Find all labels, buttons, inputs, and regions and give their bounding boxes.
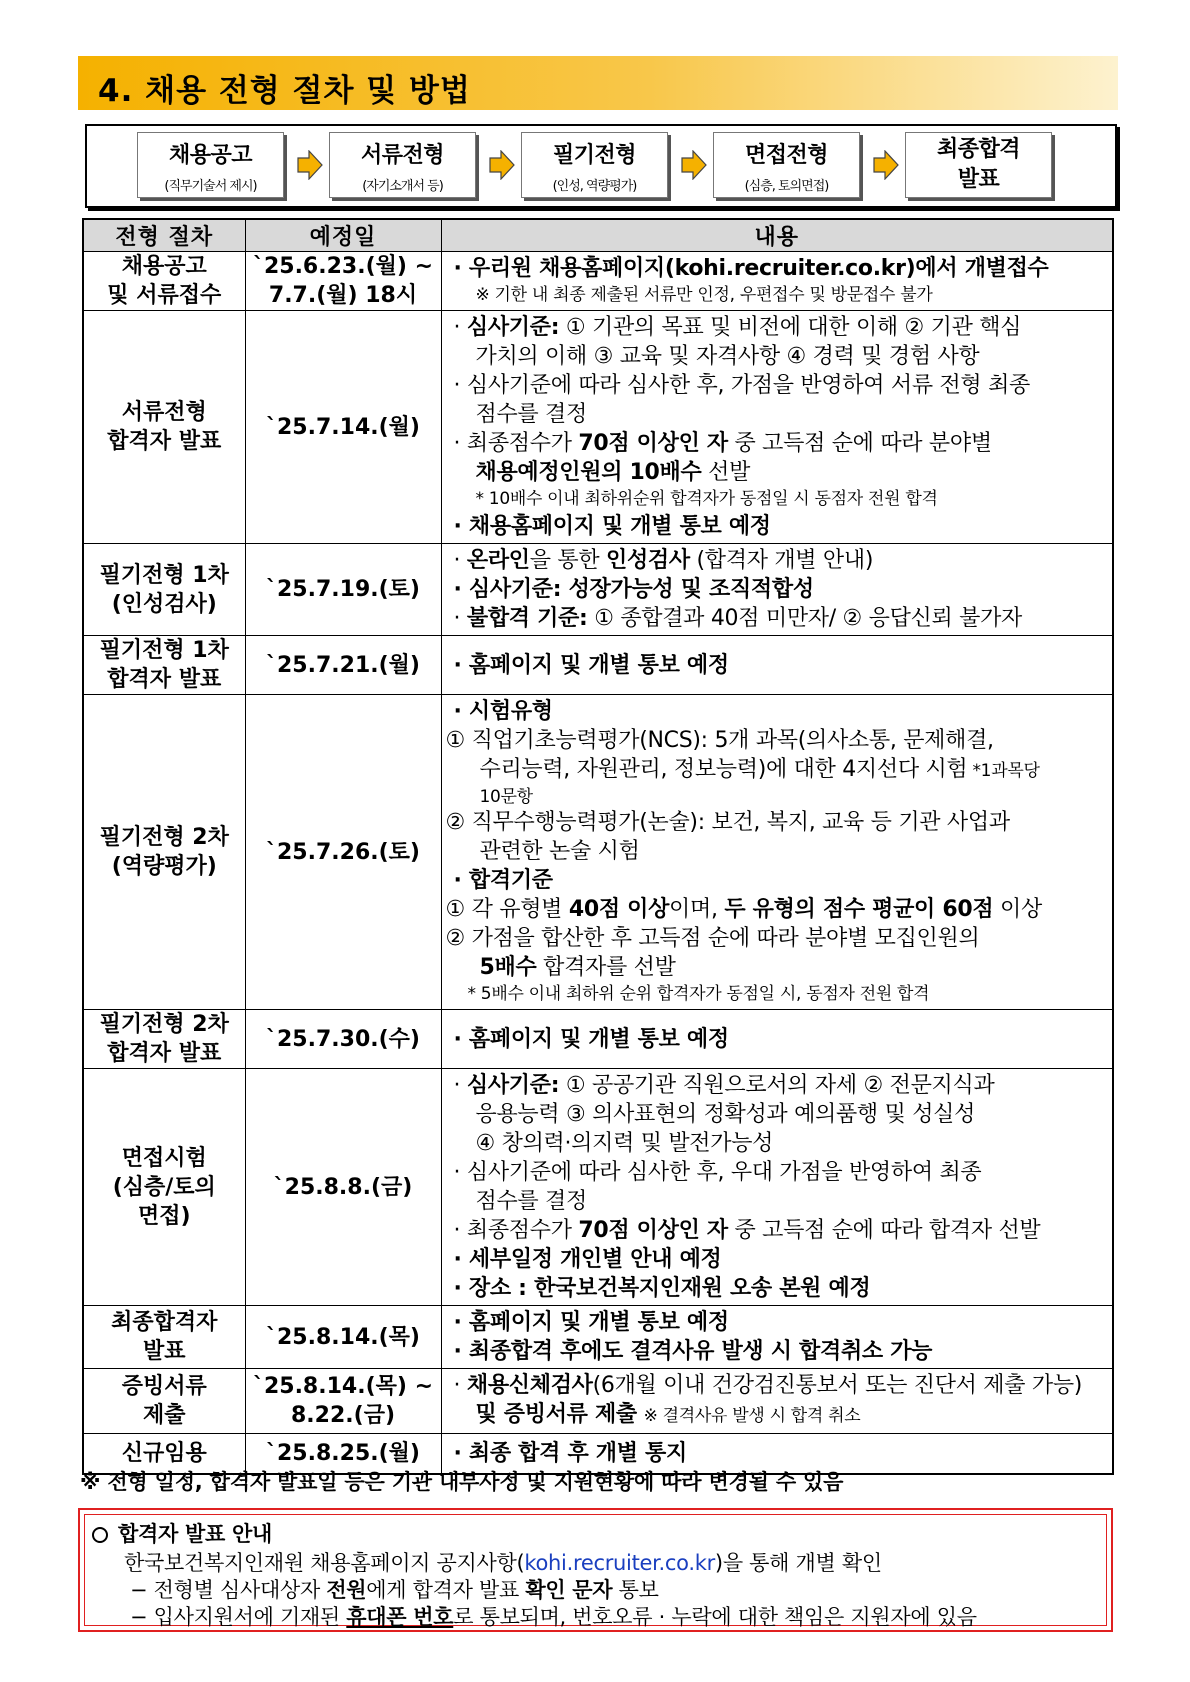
date-line: `25.8.8.(금) xyxy=(273,1174,413,1200)
stage-cell xyxy=(83,695,245,1010)
flow-step-announcement xyxy=(137,132,284,198)
announcement-notice-box xyxy=(78,1508,1113,1632)
content-line xyxy=(454,1400,1109,1431)
flow-step-written xyxy=(521,132,668,198)
notice-line-3 xyxy=(130,1601,977,1631)
text: 이상 xyxy=(993,897,1042,922)
flow-step-label: 채용공고 xyxy=(168,143,252,168)
bold-text: 휴대폰 번호 xyxy=(346,1605,454,1629)
header-content: 내용 xyxy=(441,219,1113,252)
content-note: * 5배수 이내 최하위 순위 합격자가 동점일 시, 동점자 전원 합격 xyxy=(467,984,930,1004)
table-row xyxy=(83,252,1113,311)
bold-text: 70점 이상인 자 xyxy=(578,431,728,456)
content-line: · 최종합격 후에도 결격사유 발생 시 합격취소 가능 xyxy=(453,1339,933,1364)
content-cell xyxy=(441,1069,1113,1306)
date-line: 7.7.(월) 18시 xyxy=(268,283,418,308)
date-line: `25.8.14.(목) xyxy=(266,1324,420,1350)
stage-cell xyxy=(83,252,245,311)
bold-text: 채용신체검사 xyxy=(466,1373,593,1398)
content-cell xyxy=(441,544,1113,636)
bold-text: 70점 이상인 자 xyxy=(578,1218,728,1243)
stage-line: 필기전형 1차 xyxy=(99,562,229,588)
bold-text: 채용예정인원의 10배수 xyxy=(475,460,702,485)
content-cell xyxy=(441,636,1113,695)
header-stage: 전형 절차 xyxy=(83,219,245,252)
arrow-right-icon xyxy=(489,150,515,180)
date-line: `25.7.14.(월) xyxy=(266,414,420,440)
arrow-right-icon xyxy=(681,150,707,180)
bold-text: 불합격 기준: xyxy=(466,606,588,631)
text: · 최종점수가 xyxy=(453,1218,579,1243)
schedule-change-note: ※ 전형 일정, 합격자 발표일 등은 기관 내부사정 및 지원현황에 따라 변경될 수 있음 xyxy=(80,1470,844,1494)
content-line: 응용능력 ③ 의사표현의 정확성과 예의품행 및 성실성 xyxy=(475,1102,976,1127)
content-cell xyxy=(441,311,1113,544)
content-line xyxy=(454,458,1109,487)
content-line: · 심사기준: 성장가능성 및 조직적합성 xyxy=(453,577,814,602)
stage-cell xyxy=(83,1369,245,1434)
content-line: ④ 창의력·의지력 및 발전가능성 xyxy=(475,1131,774,1156)
text: 수리능력, 자원관리, 정보능력)에 대한 4지선다 시험 xyxy=(479,757,968,782)
stage-line: 및 서류접수 xyxy=(107,283,222,308)
arrow-right-icon xyxy=(873,150,899,180)
bold-text: 확인 문자 xyxy=(525,1578,613,1602)
text: ① 공공기관 직원으로서의 자세 ② 전문지식과 xyxy=(559,1073,995,1098)
content-line: · 홈페이지 및 개별 통보 예정 xyxy=(453,652,729,678)
stage-line: 최종합격자 xyxy=(111,1310,218,1335)
flow-step-label-line: 최종합격 xyxy=(936,137,1020,162)
content-line: · 심사기준: ① 기관의 목표 및 비전에 대한 이해 ② 기관 핵심 xyxy=(453,315,1022,340)
notice-line-1 xyxy=(124,1547,882,1577)
date-cell xyxy=(245,1069,441,1306)
content-line: ② 직무수행능력평가(논술): 보건, 복지, 교육 등 기관 사업과 xyxy=(445,810,1010,835)
content-line: · 홈페이지 및 개별 통보 예정 xyxy=(453,1310,729,1335)
stage-line: (심층/토의 xyxy=(112,1174,216,1200)
content-line xyxy=(446,895,1109,924)
notice-title-line xyxy=(92,1518,272,1548)
bold-text: 심사기준: xyxy=(466,315,560,340)
content-line: 점수를 결정 xyxy=(475,1189,587,1214)
date-line: `25.7.19.(토) xyxy=(266,577,420,602)
content-line: 관련한 논술 시험 xyxy=(479,839,640,864)
table-row xyxy=(83,1069,1113,1306)
text: 중 고득점 순에 따라 분야별 xyxy=(727,431,992,456)
text: 에게 합격자 발표 xyxy=(366,1578,526,1602)
recruit-site-link[interactable]: kohi.recruiter.co.kr xyxy=(524,1551,715,1575)
bold-text: 5배수 xyxy=(479,955,537,980)
text: )을 통해 개별 확인 xyxy=(714,1551,882,1575)
date-cell xyxy=(245,311,441,544)
stage-line: 신규임용 xyxy=(121,1440,207,1466)
content-line: · 심사기준: ① 공공기관 직원으로서의 자세 ② 전문지식과 xyxy=(453,1073,995,1098)
process-flow xyxy=(85,124,1117,208)
stage-line: 발표 xyxy=(142,1339,186,1364)
stage-line: 필기전형 1차 xyxy=(99,638,229,663)
bold-text: 온라인 xyxy=(466,548,530,573)
flow-step-sub: (자기소개서 등) xyxy=(362,179,443,194)
table-row xyxy=(83,636,1113,695)
flow-step-sub: (심층, 토의면접) xyxy=(744,179,829,194)
text: − 입사지원서에 기재된 xyxy=(130,1605,347,1629)
date-line: `25.7.26.(토) xyxy=(266,839,420,865)
stage-cell xyxy=(83,636,245,695)
content-note: ※ 기한 내 최종 제출된 서류만 인정, 우편접수 및 방문접수 불가 xyxy=(475,285,933,305)
flow-step-interview xyxy=(713,132,860,198)
content-line: 점수를 결정 xyxy=(475,402,587,427)
text: (6개월 이내 건강검진통보서 또는 진단서 제출 가능) xyxy=(592,1373,1083,1398)
date-line: `25.7.21.(월) xyxy=(266,652,420,678)
content-cell xyxy=(441,1010,1113,1069)
date-cell xyxy=(245,1010,441,1069)
stage-line: 합격자 발표 xyxy=(107,1041,222,1066)
content-line: · 온라인을 통한 인성검사 (합격자 개별 안내) xyxy=(453,548,874,573)
text: 이며, xyxy=(669,897,725,922)
content-line: 10문항 xyxy=(479,787,533,807)
table-row xyxy=(83,695,1113,1010)
content-line: · 합격기준 xyxy=(453,868,553,893)
small-text: ※ 결격사유 발생 시 합격 취소 xyxy=(643,1406,861,1426)
date-line: `25.8.25.(월) xyxy=(266,1440,420,1466)
text: − 전형별 심사대상자 xyxy=(130,1578,327,1602)
date-line: `25.7.30.(수) xyxy=(266,1026,420,1052)
date-cell xyxy=(245,252,441,311)
content-line xyxy=(446,953,1109,982)
header-date: 예정일 xyxy=(245,219,441,252)
stage-line: 제출 xyxy=(142,1403,186,1428)
table-row xyxy=(83,311,1113,544)
date-cell xyxy=(245,544,441,636)
table-row xyxy=(83,1369,1113,1434)
date-line: `25.8.14.(목) ~ xyxy=(252,1374,434,1399)
flow-step-label: 필기전형 xyxy=(552,143,636,168)
content-line: · 불합격 기준: ① 종합결과 40점 미만자/ ② 응답신뢰 불가자 xyxy=(453,606,1023,631)
flow-step-label xyxy=(906,135,1051,195)
stage-cell xyxy=(83,1069,245,1306)
bold-text: 전원 xyxy=(326,1578,367,1602)
stage-line: 증빙서류 xyxy=(121,1374,207,1399)
text: (합격자 개별 안내) xyxy=(689,548,874,573)
bold-text: 및 증빙서류 제출 xyxy=(475,1402,637,1427)
section-title-bar xyxy=(78,56,1118,110)
content-line: · 최종 합격 후 개별 통지 xyxy=(453,1440,687,1466)
content-line xyxy=(454,1216,1109,1245)
content-cell xyxy=(441,252,1113,311)
content-line xyxy=(446,755,1109,786)
content-line: ① 직업기초능력평가(NCS): 5개 과목(의사소통, 문제해결, xyxy=(445,728,994,753)
stage-line: 면접시험 xyxy=(121,1145,207,1171)
date-line: 8.22.(금) xyxy=(291,1403,395,1428)
table-row xyxy=(83,1306,1113,1369)
content-note: * 10배수 이내 최하위순위 합격자가 동점일 시 동점자 전원 합격 xyxy=(475,489,938,509)
flow-step-sub: (인성, 역량평가) xyxy=(552,179,637,194)
bold-text: 심사기준: xyxy=(466,1073,560,1098)
content-line: · 채용홈페이지 및 개별 통보 예정 xyxy=(453,514,771,539)
table-header-row xyxy=(83,219,1113,252)
text: 선발 xyxy=(701,460,751,485)
content-line: · 심사기준에 따라 심사한 후, 가점을 반영하여 서류 전형 최종 xyxy=(453,373,1030,398)
stage-line: (역량평가) xyxy=(111,854,217,879)
flow-step-final xyxy=(905,132,1052,198)
date-cell xyxy=(245,1369,441,1434)
circle-bullet-icon xyxy=(92,1527,108,1543)
stage-line: 면접) xyxy=(137,1203,191,1229)
flow-step-label: 면접전형 xyxy=(744,143,828,168)
text: 합격자를 선발 xyxy=(536,955,676,980)
date-cell xyxy=(245,636,441,695)
stage-cell xyxy=(83,544,245,636)
content-line: · 시험유형 xyxy=(453,699,553,724)
content-line: 가치의 이해 ③ 교육 및 자격사항 ④ 경력 및 경험 사항 xyxy=(475,344,980,369)
notice-line-2 xyxy=(130,1574,659,1604)
content-line xyxy=(454,429,1109,458)
content-line: · 심사기준에 따라 심사한 후, 우대 가점을 반영하여 최종 xyxy=(453,1160,982,1185)
date-cell xyxy=(245,695,441,1010)
text: ① 종합결과 40점 미만자/ ② 응답신뢰 불가자 xyxy=(587,606,1023,631)
stage-cell xyxy=(83,311,245,544)
stage-line: 필기전형 2차 xyxy=(99,1012,229,1037)
text: · 최종점수가 xyxy=(453,431,579,456)
content-cell xyxy=(441,1306,1113,1369)
stage-line: 합격자 발표 xyxy=(107,667,222,692)
stage-line: 합격자 발표 xyxy=(107,429,222,454)
stage-cell xyxy=(83,1306,245,1369)
text: 통보 xyxy=(612,1578,659,1602)
text: 을 통한 xyxy=(529,548,606,573)
small-text: *1과목당 xyxy=(967,761,1040,781)
content-line: ② 가점을 합산한 후 고득점 순에 따라 분야별 모집인원의 xyxy=(445,926,980,951)
content-line: · 우리원 채용홈페이지(kohi.recruiter.co.kr)에서 개별접수 xyxy=(453,256,1049,281)
text: ① 기관의 목표 및 비전에 대한 이해 ② 기관 핵심 xyxy=(559,315,1022,340)
table-row xyxy=(83,1010,1113,1069)
flow-step-label-line: 발표 xyxy=(957,167,1000,192)
bold-text: 인성검사 xyxy=(606,548,690,573)
content-line: · 홈페이지 및 개별 통보 예정 xyxy=(453,1026,729,1052)
content-line: · 채용신체검사(6개월 이내 건강검진통보서 또는 진단서 제출 가능) xyxy=(453,1373,1083,1398)
notice-title: 합격자 발표 안내 xyxy=(118,1522,272,1546)
content-line: · 장소 : 한국보건복지인재원 오송 본원 예정 xyxy=(453,1276,871,1301)
stage-cell xyxy=(83,1010,245,1069)
arrow-right-icon xyxy=(297,150,323,180)
content-line: · 세부일정 개인별 안내 예정 xyxy=(453,1247,722,1272)
section-title: 4. 채용 전형 절차 및 방법 xyxy=(98,73,471,109)
stage-line: 필기전형 2차 xyxy=(99,825,229,850)
bold-text: 두 유형의 점수 평균이 60점 xyxy=(724,897,994,922)
schedule-table xyxy=(82,218,1114,1475)
table-row xyxy=(83,544,1113,636)
flow-step-document xyxy=(329,132,476,198)
date-line: `25.6.23.(월) ~ xyxy=(252,254,434,279)
content-cell xyxy=(441,695,1113,1010)
stage-line: 채용공고 xyxy=(121,254,207,279)
text: 로 통보되며, 번호오류 · 누락에 대한 책임은 지원자에 있음 xyxy=(453,1605,977,1629)
text: 중 고득점 순에 따라 합격자 선발 xyxy=(727,1218,1041,1243)
flow-step-sub: (직무기술서 제시) xyxy=(164,179,257,194)
stage-line: (인성검사) xyxy=(111,591,217,617)
date-cell xyxy=(245,1306,441,1369)
flow-step-label: 서류전형 xyxy=(360,143,444,168)
text: ① 각 유형별 xyxy=(445,897,569,922)
bold-text: 40점 이상 xyxy=(568,897,670,922)
stage-line: 서류전형 xyxy=(121,400,207,425)
content-cell xyxy=(441,1369,1113,1434)
text: 한국보건복지인재원 채용홈페이지 공지사항( xyxy=(124,1551,525,1575)
